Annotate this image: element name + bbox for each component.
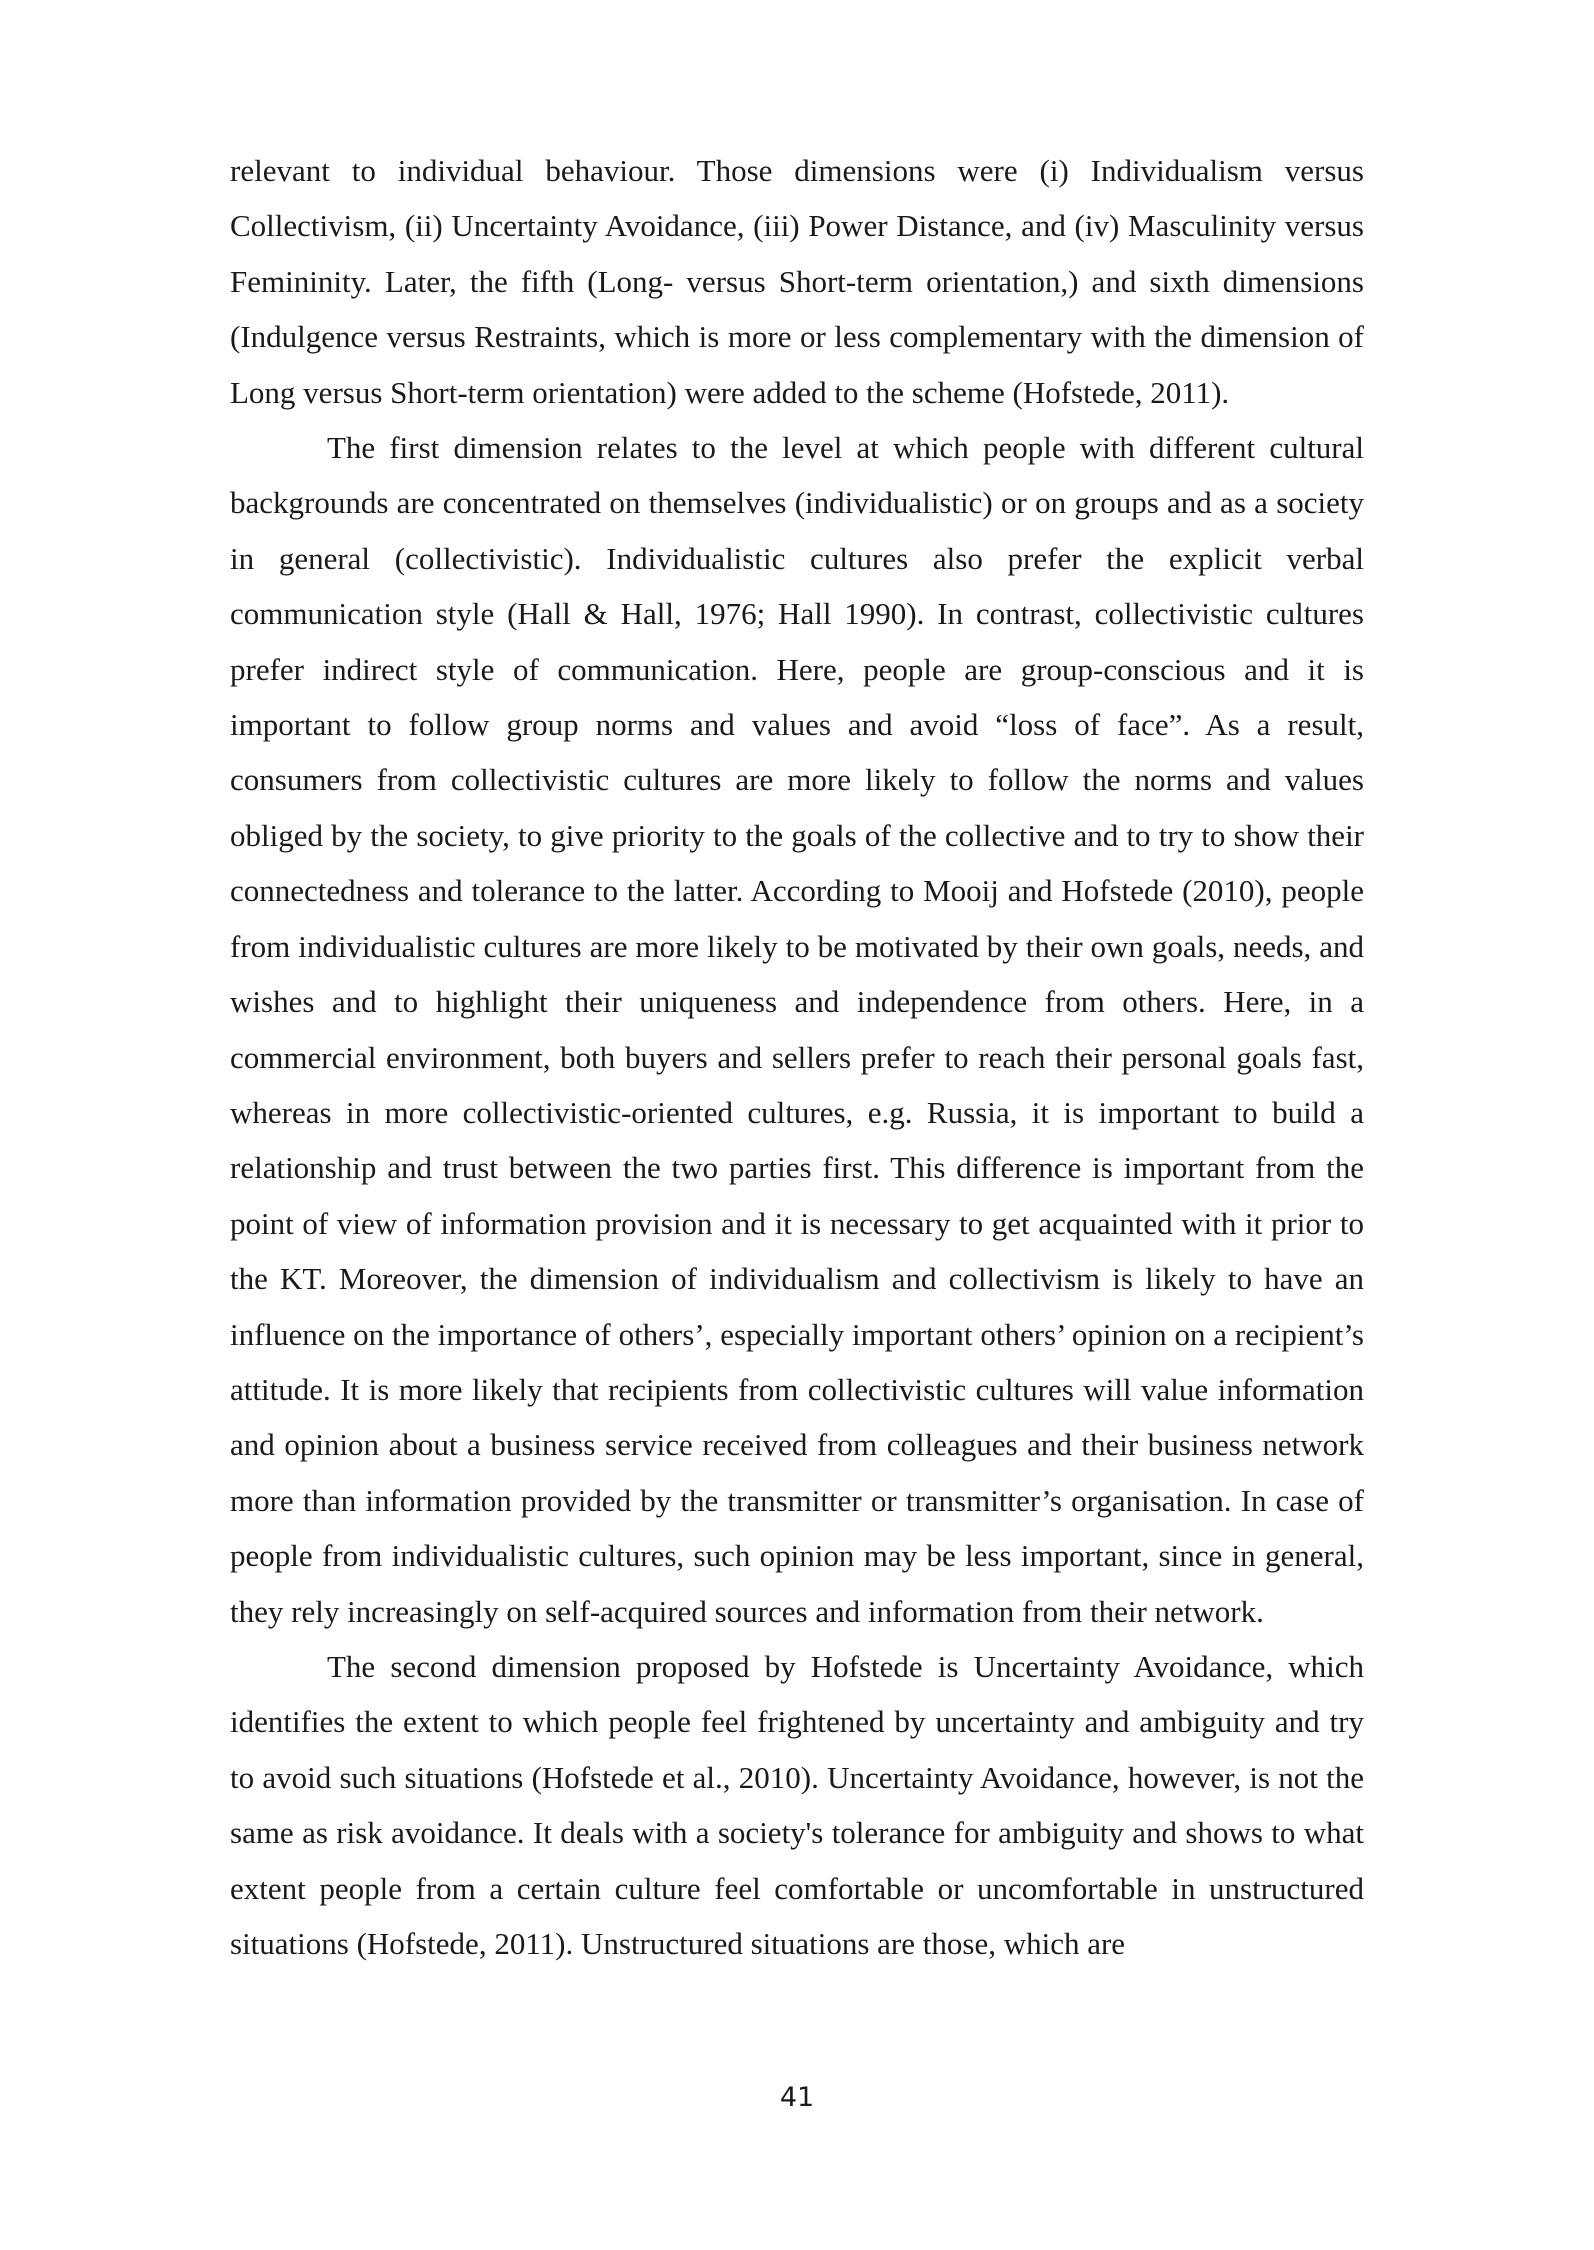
paragraph-first-dimension: The first dimension relates to the level at which people with different cultural backgrounds are concentrated on themselves (individualistic) or on groups and as a society in general (collectivistic). Individualistic cultures also prefer the explicit verbal communication style (Hall & Hall, 1976; Hall 1990). In contrast, collectivistic cultures prefer indirect style of communication. Here, people are group-conscious and it is important to follow group norms and values and avoid “loss of face”. As a result, consumers from collectivistic cultures are more likely to follow the norms and values obliged by the society, to give priority to the goals of the collective and to try to show their connectedness and tolerance to the latter. According to Mooij and Hofstede (2010), people from individualistic cultures are more likely to be motivated by their own goals, needs, and wishes and to highlight their uniqueness and independence from others. Here, in a commercial environment, both buyers and sellers prefer to reach their personal goals fast, whereas in more collectivistic-oriented cultures, e.g. Russia, it is important to build a relationship and trust between the two parties first. This difference is important from the point of view of information provision and it is necessary to get acquainted with it prior to the KT. Moreover, the dimension of individualism and collectivism is likely to have an influence on the importance of others’, especially important others’ opinion on a recipient’s attitude. It is more likely that recipients from collectivistic cultures will value information and opinion about a business service received from colleagues and their business network more than information provided by the transmitter or transmitter’s organisation. In case of people from individualistic cultures, such opinion may be less important, since in general, they rely increasingly on self-acquired sources and information from their network.: [230, 430, 1364, 1629]
paragraph-continuation: relevant to individual behaviour. Those dimensions were (i) Individualism versus Collectivism, (ii) Uncertainty Avoidance, (iii) Power Distance, and (iv) Masculinity versus Femininity. Later, the fifth (Long- versus Short-term orientation,) and sixth dimensions (Indulgence versus Restraints, which is more or less complementary with the dimension of Long versus Short-term orientation) were added to the scheme (Hofstede, 2011).: [230, 153, 1364, 410]
body-text: [230, 143, 1364, 1971]
paragraph-second-dimension: The second dimension proposed by Hofstede is Uncertainty Avoidance, which identifies the extent to which people feel frightened by uncertainty and ambiguity and try to avoid such situations (Hofstede et al., 2010). Uncertainty Avoidance, however, is not the same as risk avoidance. It deals with a society's tolerance for ambiguity and shows to what extent people from a certain culture feel comfortable or uncomfortable in unstructured situations (Hofstede, 2011). Unstructured situations are those, which are: [230, 1648, 1364, 1961]
page-number: 41: [779, 2082, 815, 2113]
